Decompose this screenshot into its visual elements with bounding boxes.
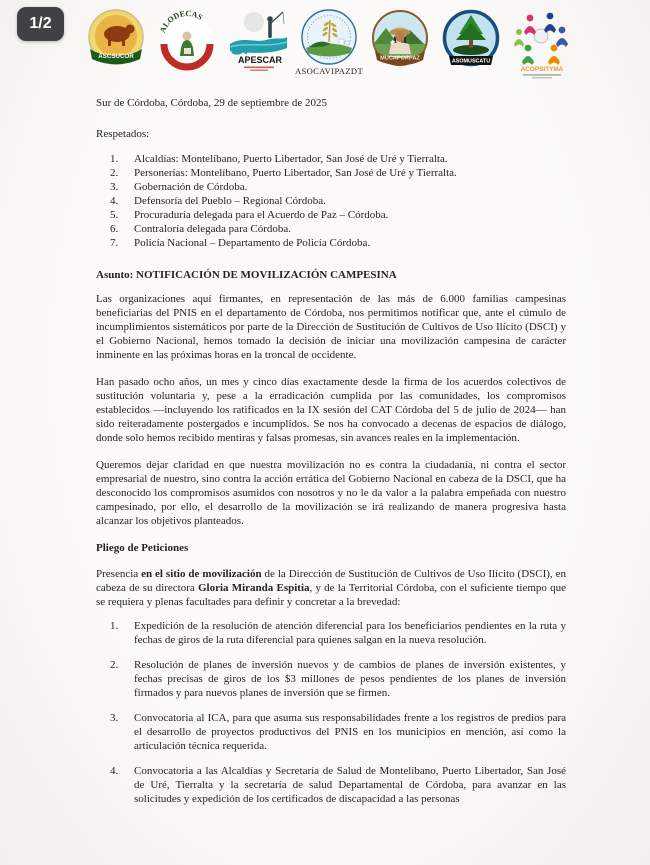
recipient-item	[110, 208, 566, 222]
logo-ascsucor	[84, 8, 148, 74]
tree-circle-icon	[439, 8, 503, 74]
petitions-list	[110, 619, 566, 806]
recipient-text: Gobernación de Córdoba.	[134, 181, 248, 193]
list-number: 1.	[110, 620, 119, 632]
farmer-ribbon-icon	[155, 8, 219, 74]
recipient-item	[110, 236, 566, 250]
subject-line: Asunto: NOTIFICACIÓN DE MOVILIZACIÓN CAMPESINA	[96, 269, 397, 281]
intro-text: , y de la Territorial Córdoba, con el suficiente tiempo que se requiera y plenas facultades para definir y concretar a la brevedad:	[96, 582, 566, 608]
logo-label: APESCAR	[237, 55, 283, 65]
list-number: 2.	[110, 167, 119, 179]
logo-label: ASOMUSCATU	[451, 58, 491, 65]
petition-item	[110, 764, 566, 806]
recipient-item	[110, 180, 566, 194]
wheat-circle-icon	[297, 8, 361, 66]
logo-arc-label: ALODECAS	[158, 8, 205, 34]
petitions-intro	[96, 567, 566, 609]
salutation: Respetados:	[96, 128, 150, 140]
paragraph: Queremos dejar claridad en que nuestra movilización no es contra la ciudadanía, ni contra el sector empresarial de nuestro, sino contra la acción errática del Gobierno Nacional en cabeza de la DSCI, que ha desconocido los compromisos asumidos con nosotros y no le da valor a la palabra empeñada con nuestro campesinado, por ello, el desarrollo de la movilización se irá realizando de manera progresiva hasta alcanzar los objetivos planteados.	[96, 459, 566, 527]
list-number: 7.	[110, 237, 119, 249]
intro-bold: en el sitio de movilización	[141, 568, 262, 580]
petition-text: Convocatoria a las Alcaldías y Secretaría de Salud de Montelíbano, Puerto Libertador, San José de Uré, Tierralta y la secretaría de salud Departamental de Córdoba, para avanzar en las solicitudes y expedición de los certificados de discapacidad a las personas	[134, 765, 566, 805]
recipient-text: Defensoría del Pueblo – Regional Córdoba.	[134, 195, 326, 207]
cow-emblem-icon	[84, 8, 148, 74]
logo-asomuscatu	[439, 8, 503, 74]
list-number: 3.	[110, 712, 119, 724]
logo-caption: ASOCAVIPAZDT	[294, 66, 364, 76]
logo-asocavipazdt	[294, 8, 364, 76]
date-line: Sur de Córdoba, Córdoba, 29 de septiembre de 2025	[96, 97, 327, 109]
petition-text: Resolución de planes de inversión nuevos y de cambios de planes de inversión existentes, y fechas precisas de giros de los $3 millones de pesos pendientes de los planes de inversión firmados y para nuevos planes de inversión que se firmen.	[134, 659, 566, 699]
recipient-text: Policía Nacional – Departamento de Policía Córdoba.	[134, 237, 371, 249]
logo-label: MUCAPORPAZ	[380, 55, 420, 62]
logos-row	[84, 8, 584, 80]
list-number: 5.	[110, 209, 119, 221]
list-number: 2.	[110, 659, 119, 671]
logo-apescar	[226, 8, 290, 74]
intro-bold: Gloria Miranda Espitia	[197, 582, 310, 594]
logo-label: ASCSUCOR	[98, 53, 134, 60]
recipient-text: Personerías: Montelíbano, Puerto Libertador, San José de Uré y Tierralta.	[134, 167, 457, 179]
petitions-heading: Pliego de Peticiones	[96, 542, 189, 554]
recipient-text: Contraloría delegada para Córdoba.	[134, 223, 291, 235]
logo-acopsityma	[510, 8, 574, 80]
letter-body	[96, 96, 566, 817]
paragraph: Han pasado ocho años, un mes y cinco días exactamente desde la firma de los acuerdos colectivos de sustitución voluntaria y, pese a la erradicación cumplida por las comunidades, los compromisos establecidos —incluyendo los ratificados en la IX sesión del CAT Córdoba del 5 de julio de 2024— han sido reiteradamente postergados e incumplidos. Se nos ha convocado a decenas de espacios de diálogo, donde solo hemos recibido mentiras y falsas promesas, sin avances reales en la implementación.	[96, 376, 566, 444]
list-number: 4.	[110, 195, 119, 207]
page-indicator-badge[interactable]: 1/2	[17, 7, 64, 41]
list-number: 4.	[110, 765, 119, 777]
intro-text: de la Dirección de Sustitución de Cultivos de Uso Ilícito (DSCI), en cabeza de su directora	[96, 568, 566, 594]
logo-mucaporpaz	[368, 8, 432, 74]
logo-alodecas	[155, 8, 219, 74]
recipient-text: Alcaldías: Montelíbano, Puerto Libertador, San José de Uré y Tierralta.	[134, 153, 448, 165]
intro-text: Presencia	[96, 568, 142, 580]
campesina-woman-icon	[368, 8, 432, 74]
recipient-item	[110, 222, 566, 236]
recipient-item	[110, 166, 566, 180]
people-circle-icon	[510, 8, 574, 80]
recipients-list	[110, 152, 566, 250]
petition-item	[110, 619, 566, 647]
fisherman-icon	[226, 8, 290, 74]
list-number: 3.	[110, 181, 119, 193]
logo-label: ACOPSITYMA	[520, 66, 564, 73]
recipient-text: Procuraduría delegada para el Acuerdo de Paz – Córdoba.	[134, 209, 389, 221]
petition-item	[110, 711, 566, 753]
petition-text: Expedición de la resolución de atención diferencial para los beneficiarios pendientes en la ruta y fechas de giros de la ruta diferencial para quienes salgan en la nueva resolución.	[134, 620, 566, 646]
petition-text: Convocatoria al ICA, para que asuma sus responsabilidades frente a los registros de predios para el desarrollo de proyectos productivos del PNIS en los municipios en mención, así como la articulación técnica requerida.	[134, 712, 566, 752]
petition-item	[110, 658, 566, 700]
list-number: 6.	[110, 223, 119, 235]
paragraph: Las organizaciones aquí firmantes, en representación de las más de 6.000 familias campesinas beneficiarias del PNIS en el departamento de Córdoba, nos permitimos notificar que, ante el cúmulo de incumplimientos sistemáticos por parte de la Dirección de Sustitución de Cultivos de Uso Ilícito (DSCI) y el Gobierno Nacional, hemos tomado la decisión de iniciar una movilización campesina de carácter inminente en las próximas horas en la troncal de occidente.	[96, 293, 566, 361]
recipient-item	[110, 152, 566, 166]
recipient-item	[110, 194, 566, 208]
list-number: 1.	[110, 153, 119, 165]
